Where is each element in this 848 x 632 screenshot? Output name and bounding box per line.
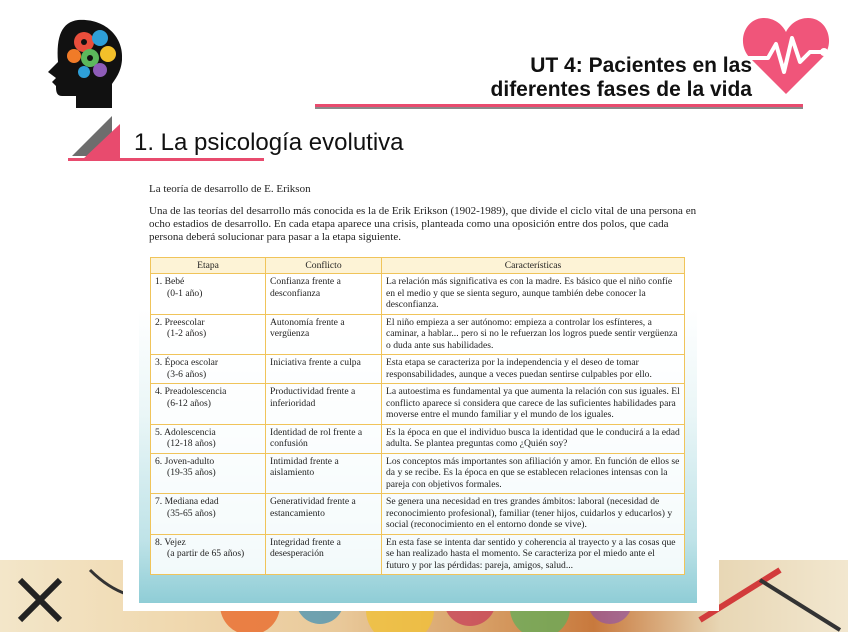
stage-ages: (0-1 año) — [167, 287, 203, 299]
stage-name: 4. Preadolescencia — [155, 386, 227, 397]
stage-name: 6. Joven-adulto — [155, 455, 215, 467]
conflict-cell: Productividad frente a inferioridad — [266, 384, 382, 425]
stage-ages: (6-12 años) — [167, 397, 211, 409]
stage-cell — [151, 424, 266, 453]
conflict-cell: Intimidad frente a aislamiento — [266, 453, 382, 494]
description-cell: La autoestima es fundamental ya que aumenta la relación con sus iguales. El conflicto aparece si considera que carece de las suficientes habilidades para moverse entre el mundo familiar y el mundo de los iguales. — [382, 384, 685, 425]
stage-cell — [151, 384, 266, 425]
description-cell: El niño empieza a ser autónomo: empieza a controlar los esfínteres, a caminar, a hablar... pero si no le refuerzan los logros puede sentir vergüenza o duda ante sus habilidades. — [382, 314, 685, 355]
table-row — [151, 274, 685, 315]
stage-cell — [151, 274, 266, 315]
erikson-document — [123, 173, 719, 611]
erikson-stages-table — [150, 257, 685, 575]
stage-cell — [151, 494, 266, 535]
conflict-cell: Iniciativa frente a culpa — [266, 355, 382, 384]
stage-name: 1. Bebé — [155, 276, 185, 287]
stage-name: 3. Época escolar — [155, 357, 219, 368]
stage-ages: (3-6 años) — [167, 368, 207, 380]
table-row — [151, 384, 685, 425]
unit-title — [491, 54, 752, 102]
table-row — [151, 453, 685, 494]
description-cell: Los conceptos más importantes son afiliación y amor. En función de ellos se da y se recibe. Es la época en que se establecen relaciones intensas con la pareja con objetivos formales. — [382, 453, 685, 494]
table-row — [151, 424, 685, 453]
description-cell: En esta fase se intenta dar sentido y coherencia al trayecto y a las cosas que se han realizado hasta el momento. Se caracteriza por el miedo ante el futuro y por las pérdidas: pareja, amigos, salud... — [382, 534, 685, 575]
stage-name: 8. Vejez — [155, 536, 186, 548]
conflict-cell: Confianza frente a desconfianza — [266, 274, 382, 315]
table-row — [151, 355, 685, 384]
brain-head-logo-icon — [38, 16, 126, 112]
stage-ages: (19-35 años) — [167, 467, 216, 478]
stage-name: 5. Adolescencia — [155, 426, 216, 438]
description-cell: Esta etapa se caracteriza por la independencia y el deseo de tomar responsabilidades, aunque a veces puedan sentirse culpables por ello. — [382, 355, 685, 384]
document-heading: La teoría de desarrollo de E. Erikson — [149, 183, 311, 195]
section-title: 1. La psicología evolutiva — [134, 129, 404, 156]
unit-title-line2: diferentes fases de la vida — [490, 78, 752, 101]
title-underline-shadow — [315, 107, 803, 109]
stage-ages: (a partir de 65 años) — [167, 548, 245, 559]
conflict-cell: Generatividad frente a estancamiento — [266, 494, 382, 535]
stage-ages: (35-65 años) — [167, 507, 216, 519]
conflict-cell: Autonomía frente a vergüenza — [266, 314, 382, 355]
stage-name: 7. Mediana edad — [155, 496, 219, 507]
stage-name: 2. Preescolar — [155, 316, 205, 328]
conflict-cell: Integridad frente a desesperación — [266, 534, 382, 575]
stage-ages: (12-18 años) — [167, 438, 216, 449]
table-row — [151, 314, 685, 355]
document-intro: Una de las teorías del desarrollo más conocida es la de Erik Erikson (1902-1989), que divide el ciclo vital de una persona en ocho estadios de desarrollo. En cada etapa aparece una crisis, planteada como una oposición entre dos polos, que cada persona deberá solucionar para pasar a la etapa siguiente. — [149, 205, 697, 243]
table-row — [151, 494, 685, 535]
table-row — [151, 534, 685, 575]
stage-cell — [151, 534, 266, 575]
description-cell: Es la época en que el individuo busca la identidad que le conducirá a la edad adulta. Se plantea preguntas como ¿Quién soy? — [382, 424, 685, 453]
description-cell: La relación más significativa es con la madre. Es básico que el niño confíe en el medio y que se sienta seguro, aunque también debe conocer la desconfianza. — [382, 274, 685, 315]
unit-title-line1: UT 4: Pacientes en las — [530, 54, 752, 77]
heart-pulse-logo-icon — [740, 14, 832, 96]
stage-cell — [151, 355, 266, 384]
stage-ages: (1-2 años) — [167, 328, 207, 339]
conflict-cell: Identidad de rol frente a confusión — [266, 424, 382, 453]
stage-cell — [151, 314, 266, 355]
header-caracteristicas: Características — [382, 258, 685, 274]
stage-cell — [151, 453, 266, 494]
description-cell: Se genera una necesidad en tres grandes ámbitos: laboral (necesidad de reconocimiento profesional), familiar (tener hijos, cuidarlos y educarlos) y social (reconocimiento en el entorno donde se vive). — [382, 494, 685, 535]
header-conflicto: Conflicto — [266, 258, 382, 274]
table-header-row — [151, 258, 685, 274]
section-triangle-icon — [68, 116, 128, 160]
header-etapa: Etapa — [151, 258, 266, 274]
section-underline — [68, 158, 264, 161]
